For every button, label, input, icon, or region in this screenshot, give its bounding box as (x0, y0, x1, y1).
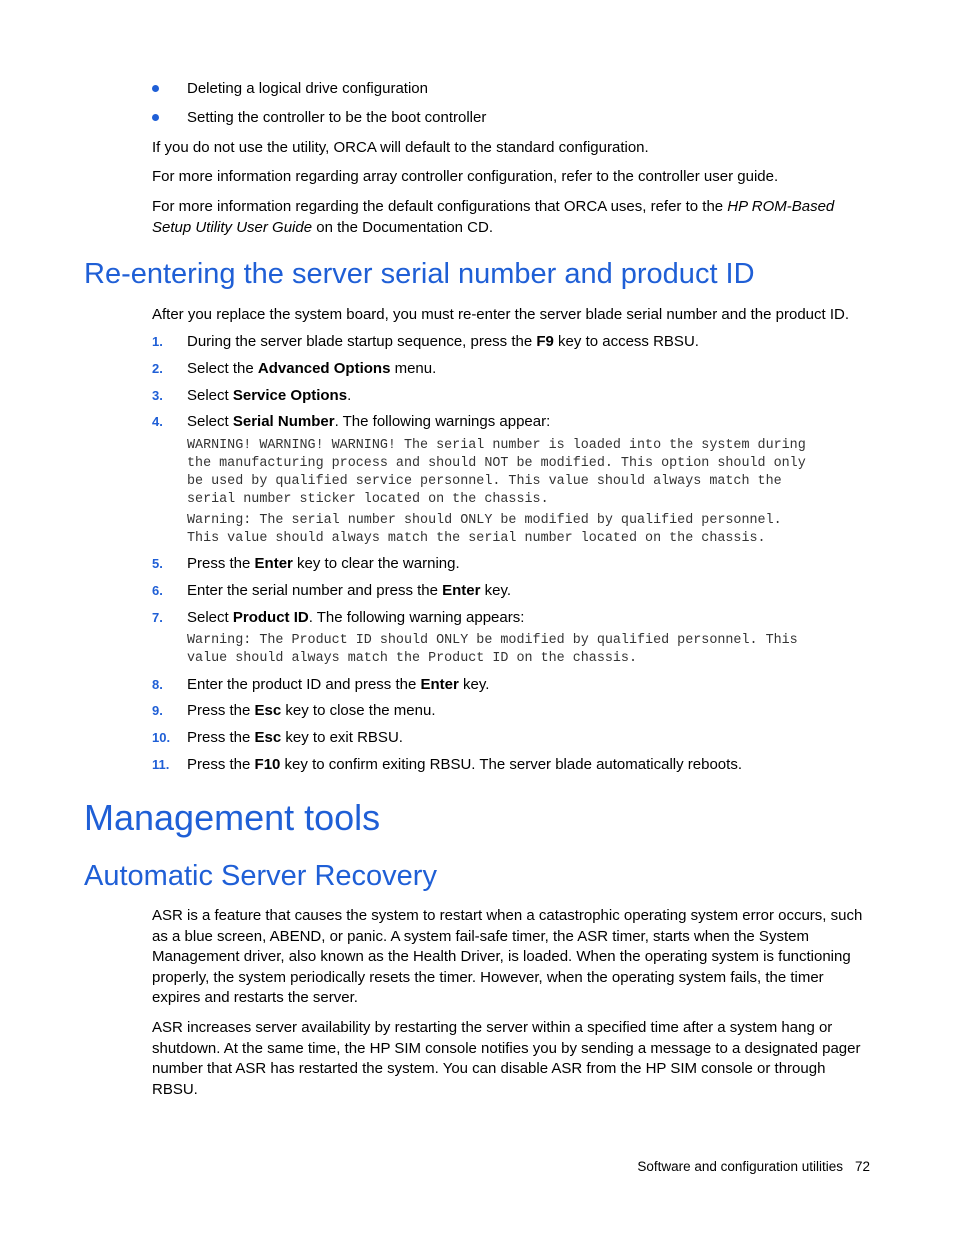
paragraph-text: on the Documentation CD. (312, 218, 494, 236)
step-text: Press the Esc key to close the menu. (187, 702, 436, 719)
step-text: Enter the product ID and press the Enter key. (187, 676, 490, 693)
paragraph: For more information regarding array controller configuration, refer to the controller user guide. (152, 168, 779, 185)
page-footer (637, 1159, 870, 1174)
step-number: 7. (152, 610, 163, 625)
step-number: 10. (152, 730, 171, 745)
step-text: Press the F10 key to confirm exiting RBSU. The server blade automatically reboots. (187, 756, 742, 773)
step-number: 11. (152, 757, 170, 772)
step-number: 8. (152, 677, 163, 692)
step-text: Press the Esc key to exit RBSU. (187, 729, 403, 746)
step-text: Press the Enter key to clear the warning. (187, 555, 460, 572)
paragraph (152, 197, 870, 238)
step-number: 3. (152, 388, 163, 403)
section-heading: Re-entering the server serial number and product ID (84, 258, 755, 290)
step-number: 9. (152, 703, 163, 718)
step-number: 1. (152, 334, 163, 349)
footer-title: Software and configuration utilities (637, 1159, 843, 1174)
step-number: 2. (152, 361, 163, 376)
paragraph: ASR is a feature that causes the system to restart when a catastrophic operating system error occurs, such as a blue screen, ABEND, or panic. A system fail-safe timer, the ASR timer, starts when the System Management driver, also known as the Health Driver, is loaded. When the operating system is functioning properly, the system periodically resets the timer. However, when the operating system fails, the timer expires and restarts the server. (152, 907, 863, 1006)
bullet-text: Deleting a logical drive configuration (187, 80, 428, 97)
step-text: Enter the serial number and press the Enter key. (187, 582, 512, 599)
step-number: 6. (152, 583, 163, 598)
code-block: WARNING! WARNING! WARNING! The serial number is loaded into the system during the manufacturing process and should NOT be modified. This option should only be used by qualified service personnel. This value should always match the serial number sticker located on the chassis. (187, 438, 806, 507)
guide-title: HP ROM-Based Setup Utility User Guide (152, 198, 835, 236)
step-text: Select Serial Number. The following warnings appear: (187, 413, 551, 430)
section-heading: Automatic Server Recovery (84, 860, 437, 892)
code-block: Warning: The serial number should ONLY be modified by qualified personnel. This value should always match the serial number located on the chassis. (187, 513, 782, 546)
paragraph: If you do not use the utility, ORCA will default to the standard configuration. (152, 139, 649, 156)
step-text: Select the Advanced Options menu. (187, 360, 437, 377)
bullet-text: Setting the controller to be the boot controller (187, 109, 487, 126)
step-text: Select Service Options. (187, 387, 352, 404)
step-number: 5. (152, 556, 163, 571)
paragraph-text: For more information regarding the default configurations that ORCA uses, refer to the (152, 198, 728, 215)
code-block: Warning: The Product ID should ONLY be modified by qualified personnel. This value should always match the Product ID on the chassis. (187, 633, 798, 666)
step-number: 4. (152, 414, 163, 429)
bullet-icon (152, 114, 159, 121)
paragraph: After you replace the system board, you must re-enter the server blade serial number and the product ID. (152, 306, 850, 323)
step-text: Select Product ID. The following warning appears: (187, 609, 525, 626)
chapter-heading: Management tools (84, 797, 381, 838)
page-number: 72 (854, 1159, 870, 1174)
bullet-icon (152, 85, 159, 92)
paragraph: ASR increases server availability by restarting the server within a specified time after a system hang or shutdown. At the same time, the HP SIM console notifies you by sending a message to a designated pager number that ASR has restarted the system. You can disable ASR from the HP SIM console or through RBSU. (152, 1019, 861, 1098)
step-text: During the server blade startup sequence, press the F9 key to access RBSU. (187, 333, 699, 350)
